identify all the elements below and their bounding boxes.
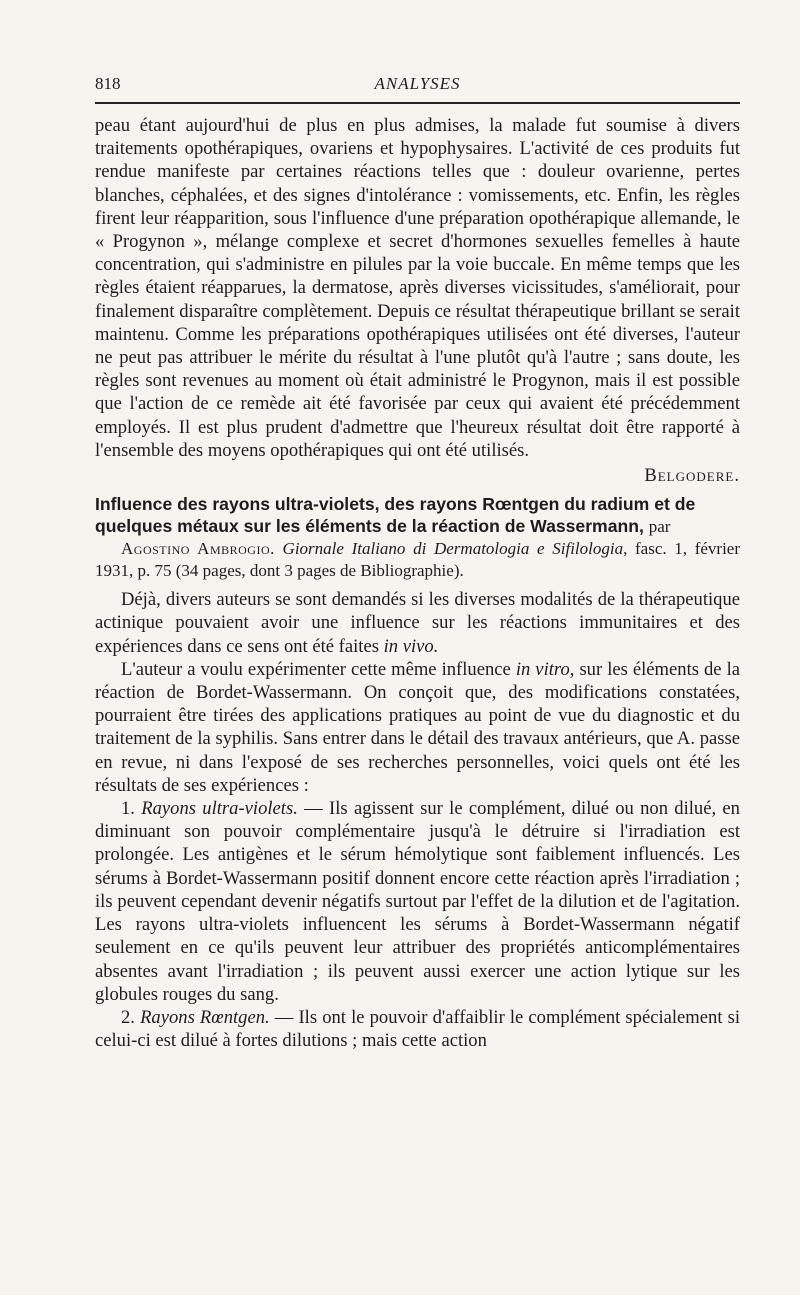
article-byline: par [648,517,671,537]
article-ref: fasc. 1, février 1931, p. 75 (34 pages, dont 3 pages de Bibliographie). [95,539,741,581]
list-item-2: 2. Rayons Rœntgen. — Ils ont le pouvoir d'affaiblir le complément spécialement si celui-ci est dilué à fortes dilutions ; mais cette action [95,1006,741,1052]
article-author: Agostino Ambrogio. [121,539,275,559]
article-journal: Giornale Italiano di Dermatologia e Sifilologia, [282,539,628,559]
article-heading [95,493,740,538]
page-header [95,70,740,98]
article-title: Influence des rayons ultra-violets, des rayons Rœntgen du radium et de quelques métaux sur les éléments de la réaction de Wassermann, [95,494,696,537]
header-rule [95,102,740,104]
paragraph-3: L'auteur a voulu expérimenter cette même influence in vitro, sur les éléments de la réaction de Bordet-Wassermann. On conçoit que, des modifications constatées, pourraient être tirées des applications pratiques au point de vue du diagnostic et du traitement de la syphilis. Sans entrer dans le détail des travaux antérieurs, que A. passe en revue, ni dans l'exposé de ses recherches personnelles, voici quels ont été les résultats de ses expériences : [95,658,741,796]
page-number: 818 [95,74,121,93]
signature: Belgodere. [644,465,740,487]
document-page [95,70,740,1052]
body-text [95,114,740,1052]
article-reference [95,538,740,582]
paragraph-1: peau étant aujourd'hui de plus en plus admises, la malade fut soumise à divers traitements opothérapiques, ovariens et hypophysaires. L'activité de ces produits fut rendue manifeste par certaines réactions telles que : douleur ovarienne, pertes blanches, céphalées, et des signes d'intolérance : vomissements, etc. Enfin, les règles firent leur réapparition, sous l'influence d'une préparation opothérapique allemande, le « Progynon », mélange complexe et secret d'hormones sexuelles femelles à haute concentration, qui s'administre en pilules par la voie buccale. En même temps que les règles étaient réapparues, la dermatose, après diverses vicissitudes, s'améliorait, pour finalement disparaître complètement. Depuis ce résultat thérapeutique brillant se serait maintenu. Comme les préparations opothérapiques utilisées ont été diverses, l'auteur ne peut pas attribuer le mérite du résultat à l'une plutôt qu'à l'autre ; sans doute, les règles sont revenues au moment où était administré le Progynon, mais il est possible que l'action de ce remède ait été favorisée par ceux qui avaient été précédemment employés. Il est plus prudent d'admettre que l'heureux résultat doit être rapporté à l'ensemble des moyens opothérapiques qui ont été utilisés. [95,115,740,461]
paragraph-2: Déjà, divers auteurs se sont demandés si les diverses modalités de la thérapeutique actinique pouvaient avoir une influence sur les réactions immunitaires et des expériences dans ce sens ont été faites in vivo. [95,589,740,657]
running-title: ANALYSES [374,74,461,93]
list-item-1: 1. Rayons ultra-violets. — Ils agissent sur le complément, dilué ou non dilué, en diminuant son pouvoir complémentaire jusqu'à le détruire si l'irradiation est prolongée. Les antigènes et le sérum hémolytique sont faiblement influencés. Les sérums à Bordet-Wassermann positif donnent encore cette réaction après l'irradiation ; ils peuvent cependant devenir négatifs surtout par l'effet de la dilution et de l'agitation. Les rayons ultra-violets influencent les sérums à Bordet-Wassermann négatif seulement en ce qu'ils peuvent leur attribuer des propriétés anticomplémentaires absentes avant l'irradiation ; ils peuvent aussi exercer une action lytique sur les globules rouges du sang. [95,798,740,1005]
